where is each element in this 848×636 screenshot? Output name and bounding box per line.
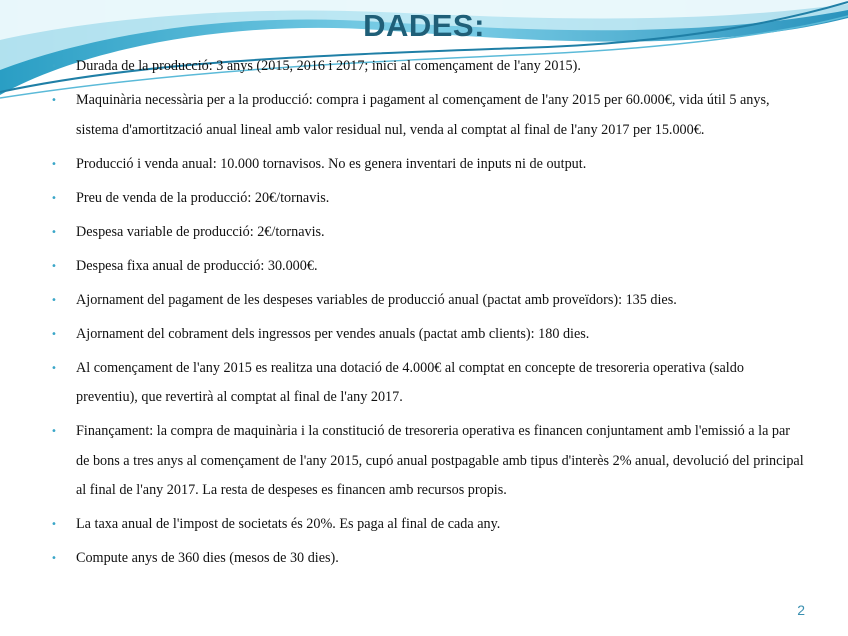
- bullet-text: Maquinària necessària per a la producció: compra i pagament al començament de l'any 2015 per 60.000€, vida útil 5 anys, sistema d'amortització anual lineal amb valor residual nul, venda al comptat al final de l'any 2017 per 15.000€.: [76, 92, 770, 138]
- list-item: [46, 86, 806, 145]
- list-item: [46, 510, 806, 540]
- list-item: [46, 354, 806, 413]
- bullet-text: La taxa anual de l'impost de societats és 20%. Es paga al final de cada any.: [76, 516, 501, 532]
- bullet-text: Compute anys de 360 dies (mesos de 30 dies).: [76, 550, 339, 566]
- list-item: [46, 286, 806, 316]
- bullet-icon: •: [51, 519, 57, 530]
- list-item: [46, 544, 806, 574]
- bullet-text: Ajornament del cobrament dels ingressos per vendes anuals (pactat amb clients): 180 dies.: [76, 325, 590, 342]
- list-item: [46, 150, 806, 180]
- bullet-icon: •: [51, 328, 57, 340]
- bullet-icon: •: [51, 426, 57, 437]
- bullet-icon: •: [51, 362, 57, 374]
- bullet-icon: •: [51, 95, 57, 106]
- bullet-icon: •: [51, 61, 57, 72]
- bullet-text: Despesa fixa anual de producció: 30.000€.: [76, 257, 318, 274]
- bullet-text: Finançament: la compra de maquinària i la constitució de tresoreria operativa es financen conjuntament amb l'emissió a la par de bons a tres anys al començament de l'any 2015, cupó anual postpagable amb tipus d'interès 2% anual, devolució del principal al final de l'any 2017. La resta de despeses es financen amb recursos propis.: [76, 423, 804, 498]
- list-item: [46, 417, 806, 506]
- bullet-icon: •: [51, 158, 57, 170]
- bullet-icon: •: [51, 226, 57, 238]
- slide-title: DADES:: [363, 8, 485, 43]
- bullet-icon: •: [51, 192, 57, 204]
- bullet-icon: •: [51, 294, 57, 306]
- bullet-icon: •: [51, 260, 57, 272]
- bullet-text: Al començament de l'any 2015 es realitza una dotació de 4.000€ al comptat en concepte de tresoreria operativa (saldo preventiu), que revertirà al comptat al final de l'any 2017.: [76, 359, 744, 405]
- bullet-text: Ajornament del pagament de les despeses variables de producció anual (pactat amb proveïdors): 135 dies.: [76, 291, 677, 308]
- list-item: [46, 218, 806, 248]
- list-item: [46, 52, 806, 82]
- bullet-text: Despesa variable de producció: 2€/tornavis.: [76, 223, 325, 240]
- list-item: [46, 252, 806, 282]
- bullet-text: Durada de la producció: 3 anys (2015, 2016 i 2017; inici al començament de l'any 2015).: [76, 58, 581, 74]
- data-bullet-list: [46, 52, 806, 578]
- list-item: [46, 184, 806, 214]
- page-number: 2: [797, 602, 805, 618]
- bullet-icon: •: [51, 553, 57, 564]
- list-item: [46, 320, 806, 350]
- bullet-text: Preu de venda de la producció: 20€/tornavis.: [76, 189, 330, 206]
- bullet-text: Producció i venda anual: 10.000 tornavisos. No es genera inventari de inputs ni de output.: [76, 155, 587, 172]
